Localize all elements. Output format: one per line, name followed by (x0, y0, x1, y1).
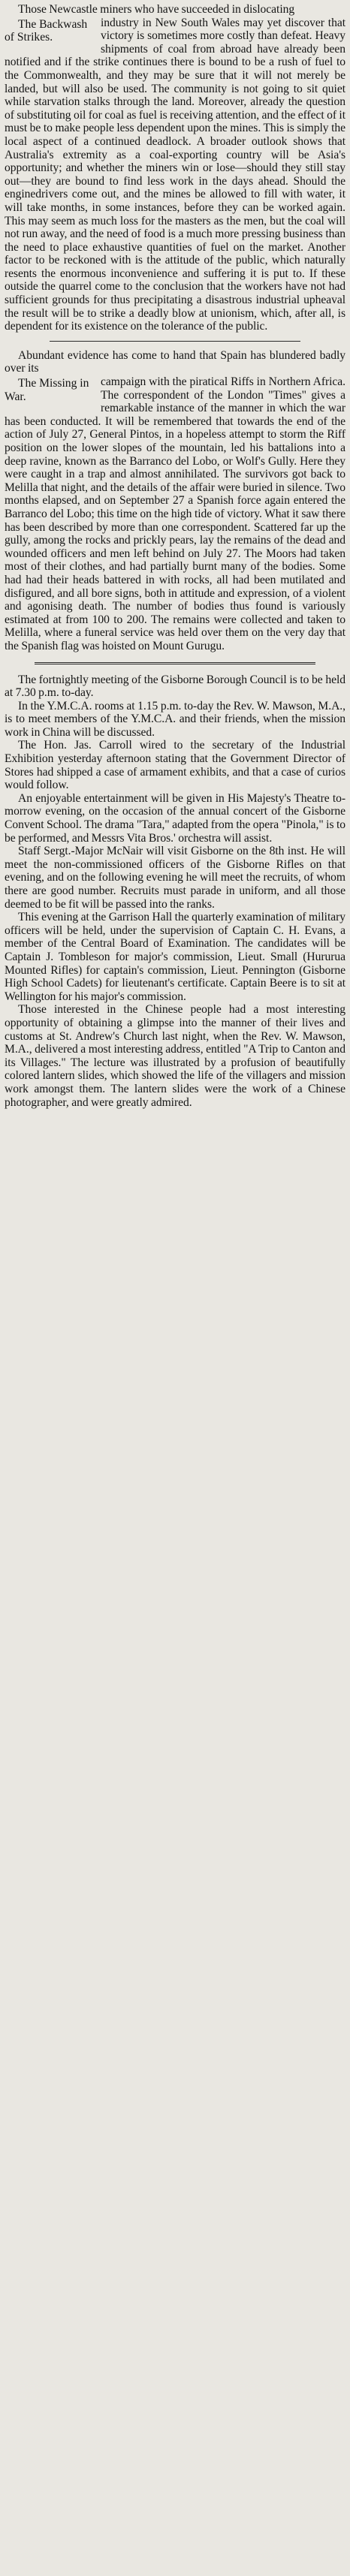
article-lead: Abundant evidence has come to hand that Spain has blundered badly over its (5, 348, 345, 375)
local-news-list (5, 673, 345, 1110)
article-body: industry in New South Wales may yet discover that victory is sometimes more costly than defeat. Heavy shipments of coal from abroad have already been notified and if the strike continues there is bound to be a rush of fuel to the Commonwealth, and they may be sure that it will not merely be landed, but will also be used. The community is not going to sit quiet while starvation stalks through the land. Moreover, already the question of substituting oil for coal as fuel is receiving attention, and the effect of it must be to make people less dependent upon the mines. This is simply the local aspect of a continued deadlock. A broader outlook shows that Australia's extremity as a coal-exporting country will be Asia's opportunity; and whether the miners win or lose—should they still stay out—they are bound to find less work in the days ahead. Should the enginedrivers come out, and the mines be allowed to fill with water, it will take months, in some instances, before they can be worked again. This may seem as much loss for the masters as the men, but the coal will not run away, and the need of food is a much more pressing business than the need to place exhaustive quantities of fuel on the market. Another factor to be reckoned with is the attitude of the public, which naturally resents the enormous inconvenience and suffering it is put to. If these outside the quarrel come to the conclusion that the workers have not had sufficient grounds for thus precipitating a disastrous industrial upheaval the result will be to strike a deadly blow at unionism, which, after all, is dependent for its existence on the tolerance of the public. (5, 16, 345, 333)
column-divider-double (35, 662, 315, 664)
article-lead: Those Newcastle miners who have succeeded in dislocating (18, 3, 295, 16)
article-body: campaign with the piratical Riffs in Northern Africa. The correspondent of the London "Times" gives a remarkable instance of the manner in which the war has been conducted. It will be remembered that towards the end of the action of July 27, General Pintos, in a hopeless attempt to storm the Riff position on the lower slopes of the mountain, led his battalions into a deep ravine, known as the Barranco del Lobo, or Wolf's Gully. Here they were caught in a trap and almost annihilated. The survivors got back to Melilla that night, and the details of the affair were buried in silence. Two months elapsed, and on September 27 a Spanish force again entered the Barranco del Lobo; this time on the high tide of victory. What it saw there has been described by more than one correspondent. Scattered far up the gully, among the rocks and prickly pears, lay the remains of the dead and wounded officers and men left behind on July 27. The Moors had taken most of their clothes, and had partially burnt many of the bodies. Some had had their heads battered in with rocks, all had been mutilated and disfigured, and all bore signs, both in attitude and expression, of a violent and agonising death. The number of bodies thus found is variously estimated at from 100 to 200. The remains were collected and taken to Melilla, where a funeral service was held over them on the very day that the Spanish flag was hoisted on Mount Gurugu. (5, 375, 345, 652)
column-divider (50, 341, 300, 342)
article-backwash-of-strikes (5, 3, 345, 333)
news-paragraph: In the Y.M.C.A. rooms at 1.15 p.m. to-day the Rev. W. Mawson, M.A., is to meet members of the Y.M.C.A. and their friends, when the mission work in China will be discussed. (5, 699, 345, 739)
news-paragraph: An enjoyable entertainment will be given in His Majesty's Theatre to-morrow evening, on the occasion of the annual concert of the Gisborne Convent School. The drama "Tara," adapted from the opera "Pinola," is to be performed, and Messrs Vita Bros.' orchestra will assist. (5, 791, 345, 845)
article-side-headline: The Missing in War. (5, 377, 89, 403)
article-side-headline: The Backwash of Strikes. (5, 17, 88, 44)
news-paragraph: The fortnightly meeting of the Gisborne Borough Council is to be held at 7.30 p.m. to-day. (5, 673, 345, 700)
news-paragraph: This evening at the Garrison Hall the quarterly examination of military officers will be held, under the supervision of Captain C. H. Evans, a member of the Central Board of Examination. The candidates will be Captain J. Tombleson for major's commission, Lieut. Small (Hururua Mounted Rifles) for captain's commission, Lieut. Pennington (Gisborne High School Cadets) for lieutenant's certificate. Captain Beere is to sit at Wellington for his major's commission. (5, 911, 345, 1003)
news-paragraph: Staff Sergt.-Major McNair will visit Gisborne on the 8th inst. He will meet the non-commissioned officers of the Gisborne Rifles on that evening, and on the following evening he will meet the recruits, of whom there are good number. Recruits must parade in uniform, and all those deemed to be fit will be passed into the ranks. (5, 845, 345, 911)
news-paragraph: The Hon. Jas. Carroll wired to the secretary of the Industrial Exhibition yesterday afternoon stating that the Government Director of Stores had shipped a case of armament exhibits, and that a case of curios would follow. (5, 739, 345, 792)
news-paragraph: Those interested in the Chinese people had a most interesting opportunity of obtaining a glimpse into the manner of their lives and customs at St. Andrew's Church last night, when the Rev. W. Mawson, M.A., delivered a most interesting address, entitled "A Trip to Canton and its Villages." The lecture was illustrated by a profusion of beautifully colored lantern slides, which showed the life of the villagers and mission work amongst them. The lantern slides were the work of a Chinese photographer, and were greatly admired. (5, 1003, 345, 1109)
article-missing-in-war (5, 349, 345, 653)
